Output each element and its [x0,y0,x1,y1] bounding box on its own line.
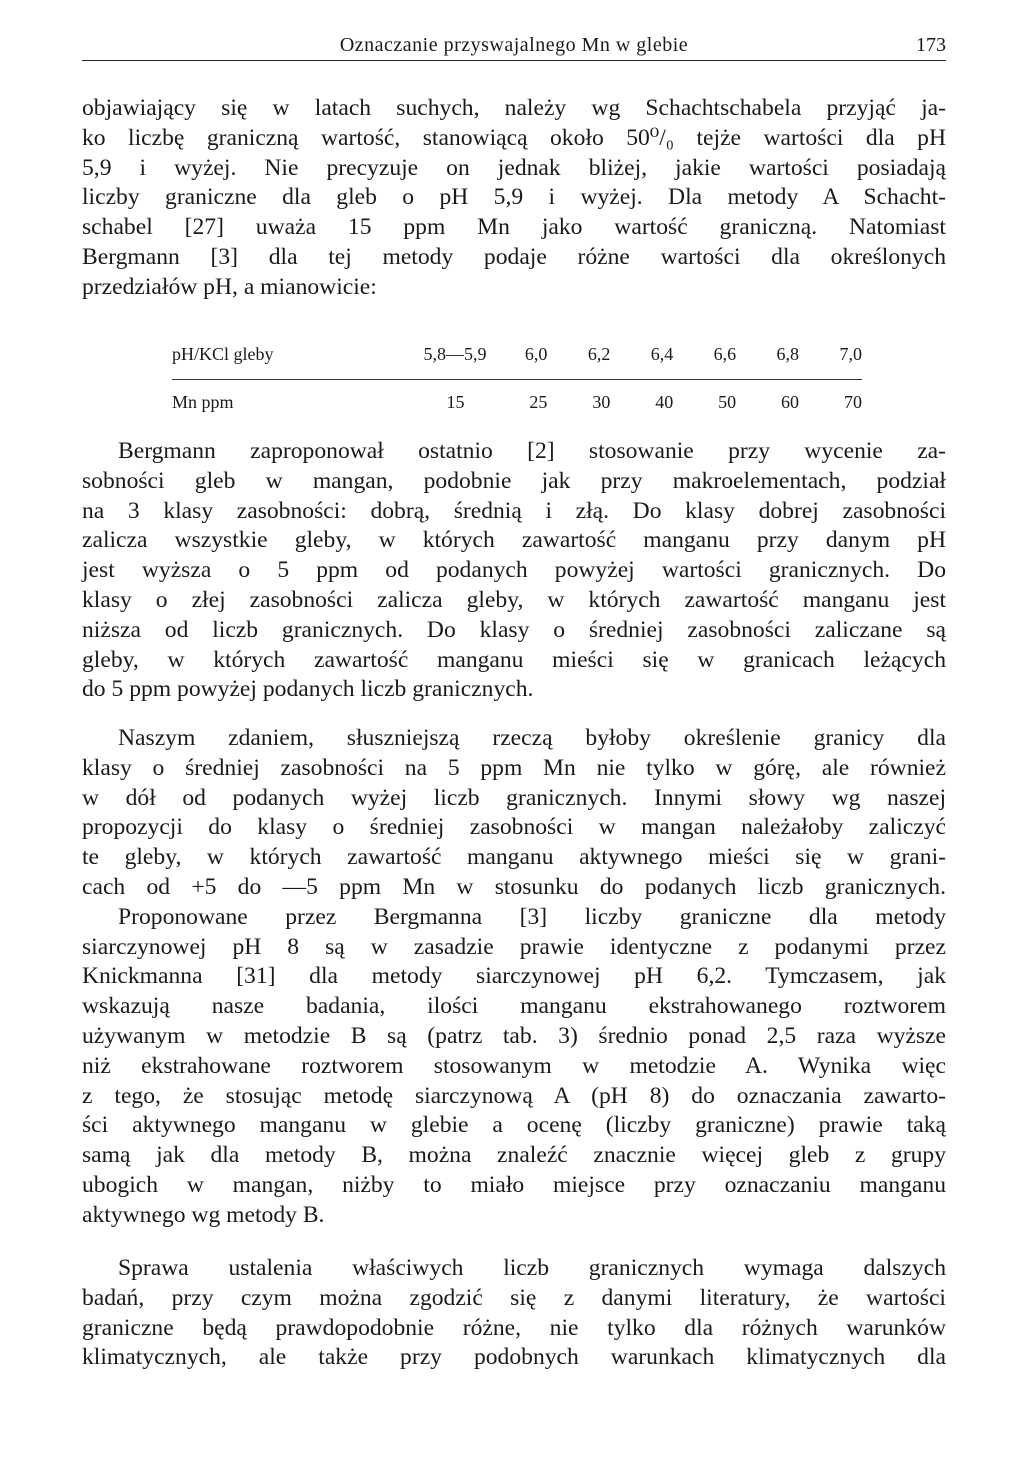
table-cell: 70 [844,392,862,412]
row-label: Mn ppm [172,392,234,412]
ph-mn-threshold-table [172,336,862,423]
text-line: zalicza wszystkie gleby, w których zawartość manganu przy danym pH [82,527,946,554]
table-cell: 6,8 [736,336,799,380]
text-line: objawiający się w latach suchych, należy wg Schachtschabela przyjąć ja- [82,95,946,121]
text-line: ści aktywnego manganu w glebie a ocenę (liczby graniczne) prawie taką [82,1112,946,1139]
text-line: gleby, w których zawartość manganu mieści się w granicach leżących [82,646,946,673]
text-line: schabel [27] uważa 15 ppm Mn jako wartość graniczną. Natomiast [82,214,946,241]
text-line: Bergmann [3] dla tej metody podaje różne wartości dla określonych [82,243,946,270]
paragraph-2 [82,437,946,705]
text-line: ko liczbę graniczną wartość, stanowiącą około 50⁰/₀ tejże wartości dla pH [82,124,946,151]
text-line: ubogich w mangan, niżby to miało miejsce przy oznaczaniu manganu [82,1171,946,1198]
text-line: z tego, że stosując metodę siarczynową A (pH 8) do oznaczania zawarto- [82,1082,946,1109]
text-line: jest wyższa o 5 ppm od podanych powyżej wartości granicznych. Do [82,557,946,584]
table-row [172,380,862,424]
table-cell: 5,8—5,9 [375,336,487,380]
table-cell: 60 [781,392,800,412]
text-line: cach od +5 do —5 ppm Mn w stosunku do podanych liczb granicznych. [82,873,946,900]
text-line: niż ekstrahowane roztworem stosowanym w metodzie A. Wynika więc [82,1052,946,1079]
text-line: aktywnego wg metody B. [82,1201,325,1228]
text-line: Knickmanna [31] dla metody siarczynowej pH 6,2. Tymczasem, jak [82,963,946,990]
table-cell: 15 [446,392,465,412]
text-line: przedziałów pH, a mianowicie: [82,273,377,300]
text-line: 5,9 i wyżej. Nie precyzuje on jednak bliżej, jakie wartości posiadają [82,154,946,181]
table-cell: 6,2 [547,336,610,380]
text-line: do 5 ppm powyżej podanych liczb granicznych. [82,676,534,703]
text-line: klasy o średniej zasobności na 5 ppm Mn nie tylko w górę, ale również [82,754,946,781]
text-line: liczby graniczne dla gleb o pH 5,9 i wyżej. Dla metody A Schacht- [82,184,946,211]
text-line: badań, przy czym można zgodzić się z danymi literatury, że wartości [82,1284,946,1311]
text-line: niższa od liczb granicznych. Do klasy o średniej zasobności zaliczane są [82,616,946,643]
text-line: na 3 klasy zasobności: dobrą, średnią i złą. Do klasy dobrej zasobności [82,497,946,524]
text-line: samą jak dla metody B, można znaleźć znacznie więcej gleb z grupy [82,1142,946,1169]
text-line: siarczynowej pH 8 są w zasadzie prawie identyczne z podanymi przez [82,933,946,960]
row-label: pH/KCl gleby [172,336,375,380]
text-line: Naszym zdaniem, słuszniejszą rzeczą byłoby określenie granicy dla [118,725,946,751]
text-line: Bergmann zaproponował ostatnio [2] stosowanie przy wycenie za- [118,438,946,464]
text-line: te gleby, w których zawartość manganu aktywnego mieści się w grani- [82,844,946,871]
table-cell: 7,0 [799,336,862,380]
paragraph-3 [82,724,946,1231]
table-cell: 30 [592,392,611,412]
paragraph-1 [82,94,946,303]
text-line: graniczne będą prawdopodobnie różne, nie tylko dla różnych warunków [82,1314,946,1341]
running-title: Oznaczanie przyswajalnego Mn w glebie [339,34,689,56]
text-line: klimatycznych, ale także przy podobnych warunkach klimatycznych dla [82,1344,946,1371]
text-line: klasy o złej zasobności zalicza gleby, w których zawartość manganu jest [82,586,946,613]
table-cell: 6,6 [673,336,736,380]
text-line: Proponowane przez Bergmanna [3] liczby graniczne dla metody [118,903,946,930]
text-line: w dół od podanych wyżej liczb granicznych. Innymi słowy wg naszej [82,784,946,811]
text-line: sobności gleb w mangan, podobnie jak przy makroelementach, podział [82,467,946,494]
table-cell: 25 [529,392,548,412]
text-line: używanym w metodzie B są (patrz tab. 3) średnio ponad 2,5 raza wyższe [82,1022,946,1049]
table-cell: 6,4 [610,336,673,380]
text-line: wskazują nasze badania, ilości manganu ekstrahowanego roztworem [82,993,946,1020]
paragraph-4 [82,1254,946,1373]
running-header [82,30,946,61]
table-cell: 40 [655,392,674,412]
text-line: propozycji do klasy o średniej zasobności w mangan należałoby zaliczyć [82,814,946,841]
text-line: Sprawa ustalenia właściwych liczb granicznych wymaga dalszych [118,1255,946,1281]
table-cell: 6,0 [487,336,548,380]
page-number: 173 [916,34,946,56]
table-row [172,336,862,380]
table-cell: 50 [718,392,737,412]
